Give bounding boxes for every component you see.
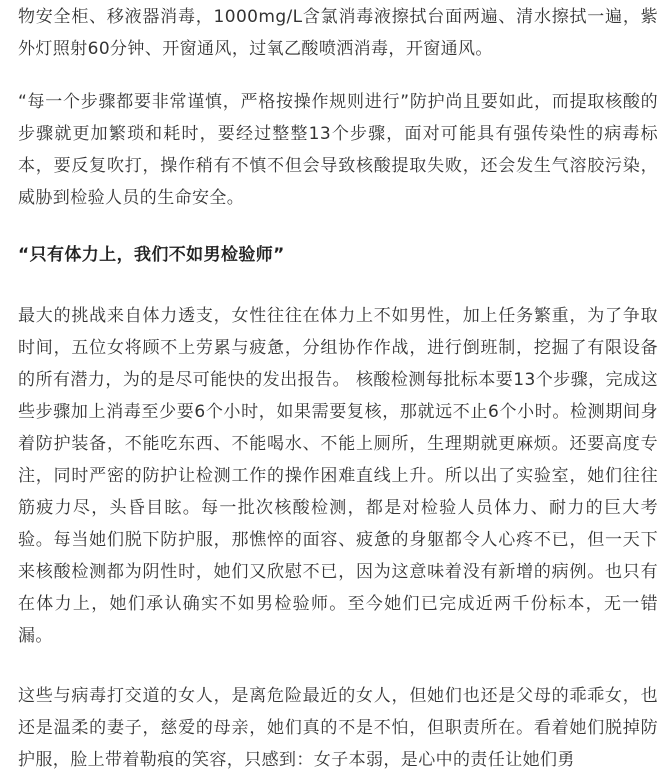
- article-body: [18, 0, 658, 776]
- paragraph-disinfection-steps: 物安全柜、移液器消毒，1000mg/L含氯消毒液擦拭台面两遍、清水擦拭一遍，紫外灯照射60分钟、开窗通风，过氧乙酸喷洒消毒，开窗通风。: [18, 7, 658, 59]
- paragraph-extraction-steps: “每一个步骤都要非常谨慎，严格按操作规则进行”防护尚且要如此，而提取核酸的步骤就更加繁琐和耗时，要经过整整13个步骤，面对可能具有强传染性的病毒标本，要反复吹打，操作稍有不慎不但会导致核酸提取失败，还会发生气溶胶污染，威胁到检验人员的生命安全。: [18, 92, 658, 208]
- paragraph-physical-challenge: 最大的挑战来自体力透支，女性往往在体力上不如男性，加上任务繁重，为了争取时间，五位女将顾不上劳累与疲惫，分组协作作战，进行倒班制，挖掘了有限设备的所有潜力，为的是尽可能快的发出报告。 核酸检测每批标本要13个步骤，完成这些步骤加上消毒至少要6个小时，如果需要复核，那就远不止6个小时。检测期间身着防护装备，不能吃东西、不能喝水、不能上厕所，生理期就更麻烦。还要高度专注，同时严密的防护让检测工作的操作困难直线上升。所以出了实验室，她们往往筋疲力尽，头昏目眩。每一批次核酸检测，都是对检验人员体力、耐力的巨大考验。每当她们脱下防护服，那憔悴的面容、疲惫的身躯都令人心疼不已，但一天下来核酸检测都为阴性时，她们又欣慰不已，因为这意味着没有新增的病例。也只有在体力上，她们承认确实不如男检验师。至今她们已完成近两千份标本，无一错漏。: [18, 306, 658, 646]
- section-heading: “只有体力上，我们不如男检验师”: [18, 245, 285, 265]
- paragraph-closing: 这些与病毒打交道的女人，是离危险最近的女人，但她们也还是父母的乖乖女，也还是温柔的妻子，慈爱的母亲，她们真的不是不怕，但职责所在。看着她们脱掉防护服，脸上带着勒痕的笑容，只感到：女子本弱，是心中的责任让她们勇: [18, 686, 658, 770]
